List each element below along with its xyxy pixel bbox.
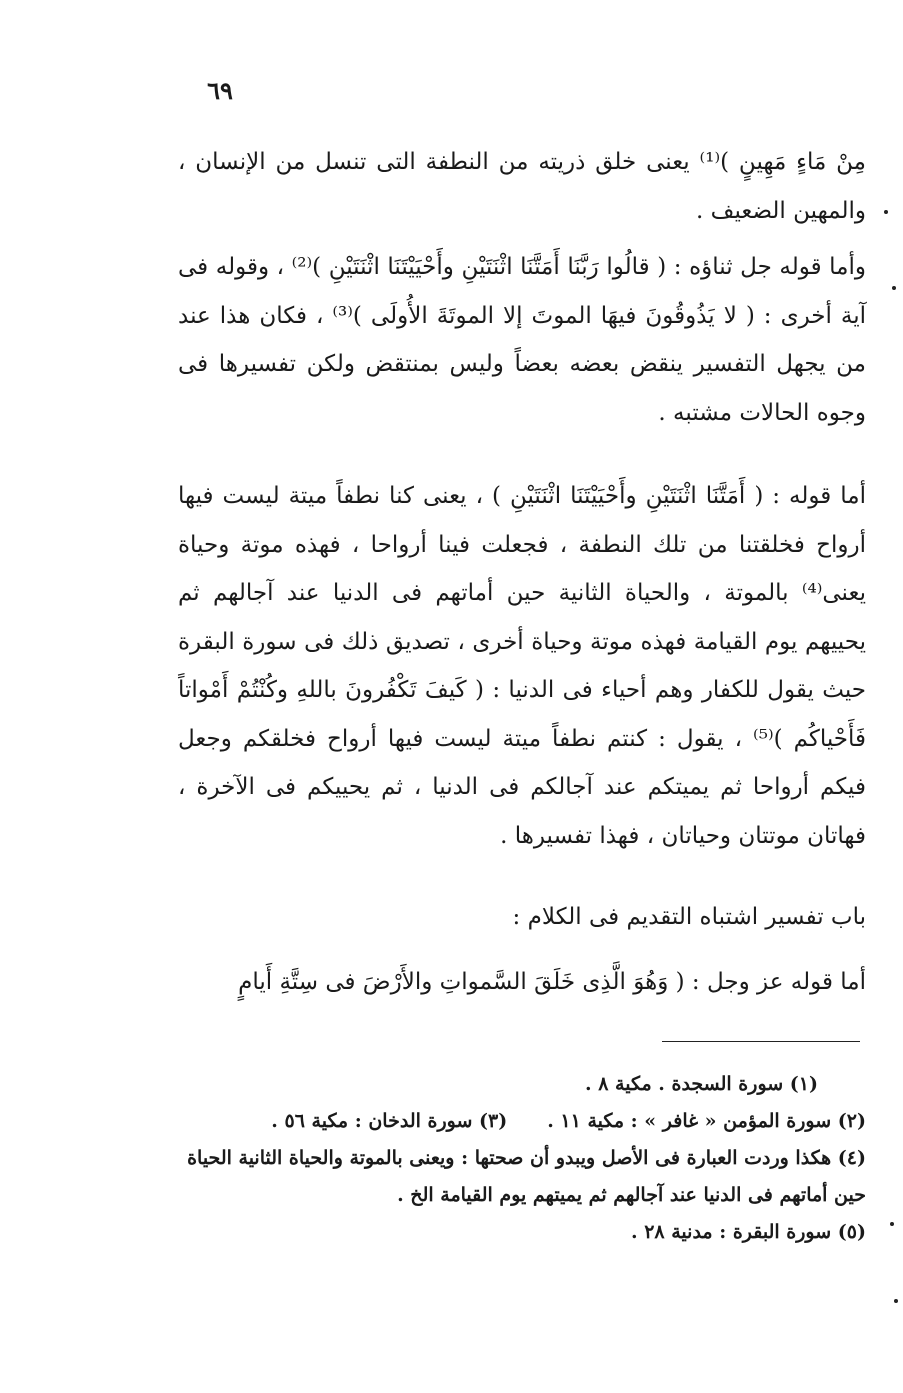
- paragraph-text: أما قوله : ( أَمَتَّنَا اثْنَتَيْنِ وأَحْيَيْتَنَا اثْنَتَيْنِ ) ، يعنى كنا نطفاً ميتة ليست فيها أرواح فخلقتنا من تلك النطفة ، فجعلت فينا أرواحا ، فهذه موتة وحياة يعنى⁽⁴⁾ بالموتة ، والحياة الثانية حين أماتهم فى الدنيا عند آجالهم ثم يحييهم يوم القيامة فهذه موتة وحياة أخرى ، تصديق ذلك فى سورة البقرة حيث يقول للكفار وهم أحياء فى الدنيا : ( كَيفَ تَكْفُرونَ باللهِ وكُنْتُمْ أَمْواتاً فَأَحْياكُم )⁽⁵⁾ ، يقول : كنتم نطفاً ميتة ليست فيها أرواح فخلقكم وجعل فيكم أرواحا ثم يميتكم عند آجالكم فى الدنيا ، ثم يحييكم فى الآخرة ، فهاتان موتتان وحياتان ، فهذا تفسيرها .: [178, 483, 867, 849]
- paragraph-text: أما قوله عز وجل : ( وَهُوَ الَّذِى خَلَقَ السَّمواتِ والأَرْضَ فى سِتَّةِ أَيامٍ: [238, 969, 866, 995]
- body-paragraph: [178, 472, 866, 860]
- body-paragraph: [178, 958, 866, 1007]
- footnote-1: (١) سورة السجدة . مكية ٨ .: [584, 1073, 818, 1095]
- section-heading: [178, 893, 866, 942]
- page-number: ٦٩: [207, 76, 233, 105]
- footnote-3: (٣) سورة الدخان : مكية ٥٦ .: [271, 1110, 508, 1132]
- footnote-row: [182, 1103, 866, 1140]
- margin-mark: [894, 1299, 898, 1303]
- footnote-separator: [662, 1041, 860, 1042]
- footnote-5: (٥) سورة البقرة : مدنية ٢٨ .: [630, 1221, 866, 1243]
- heading-text: باب تفسير اشتباه التقديم فى الكلام :: [512, 904, 866, 930]
- paragraph-text: مِنْ مَاءٍ مَهِينٍ )⁽¹⁾ يعنى خلق ذريته من النطفة التى تنسل من الإنسان ، والمهين الضعيف .: [178, 149, 866, 224]
- footnote-4: (٤) هكذا وردت العبارة فى الأصل ويبدو أن صحتها : ويعنى بالموتة والحياة الثانية الحياة حين أماتهم فى الدنيا عند آجالهم ثم يميتهم يوم القيامة الخ .: [187, 1147, 866, 1206]
- body-paragraph: [178, 138, 866, 235]
- margin-mark: [890, 1222, 894, 1226]
- footnotes: [182, 1066, 866, 1251]
- margin-mark: [884, 210, 888, 214]
- body-paragraph: [178, 243, 866, 437]
- footnote-2: (٢) سورة المؤمن « غافر » : مكية ١١ .: [547, 1110, 866, 1132]
- margin-mark: [892, 286, 896, 290]
- paragraph-text: وأما قوله جل ثناؤه : ( قالُوا رَبَّنَا أَمَتَّنَا اثْنَتَيْنِ وأَحْيَيْتَنَا اثْنَتَيْنِ )⁽²⁾ ، وقوله فى آية أخرى : ( لا يَذُوقُونَ فيهَا الموتَ إلا الموتَةَ الأُولَى )⁽³⁾ ، فكان هذا عند من يجهل التفسير ينقض بعضه بعضاً وليس بمنتقض ولكن تفسيرها فى وجوه الحالات مشتبه .: [178, 254, 866, 426]
